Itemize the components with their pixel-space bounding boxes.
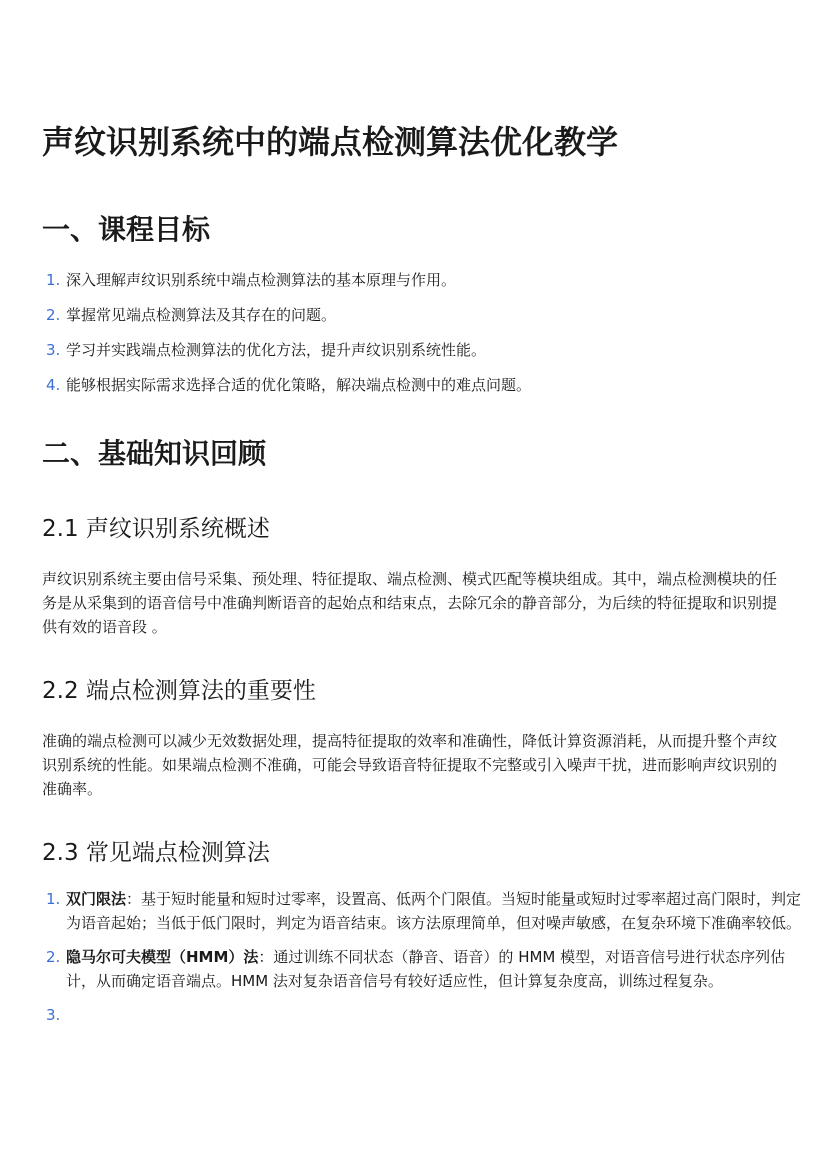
list-number: 1. [46,890,61,908]
list-number: 2. [46,306,61,324]
list-item [42,373,812,397]
algorithm-term: 隐马尔可夫模型（HMM）法 [66,948,259,966]
list-number: 2. [46,948,61,966]
section-heading-goals: 一、课程目标 [42,213,211,246]
section-heading-basics: 二、基础知识回顾 [42,437,267,470]
list-item [42,338,812,362]
list-item-text: 深入理解声纹识别系统中端点检测算法的基本原理与作用。 [66,271,457,289]
list-number: 1. [46,271,61,289]
list-number: 4. [46,376,61,394]
list-item [42,303,812,327]
list-item [42,268,812,292]
subsection-heading-algorithms: 2.3 常见端点检测算法 [42,840,270,866]
list-number: 3. [46,341,61,359]
algorithms-list [42,887,812,1024]
list-item-text: 学习并实践端点检测算法的优化方法，提升声纹识别系统性能。 [66,341,487,359]
algorithm-term: 双门限法 [66,890,127,908]
page-title: 声纹识别系统中的端点检测算法优化教学 [42,123,619,161]
importance-paragraph: 准确的端点检测可以减少无效数据处理，提高特征提取的效率和准确性，降低计算资源消耗，从而提升整个声纹识别系统的性能。如果端点检测不准确，可能会导致语音特征提取不完整或引入噪声干扰，进而影响声纹识别的准确率。 [42,732,778,798]
list-item-text: 掌握常见端点检测算法及其存在的问题。 [66,306,337,324]
list-item [42,887,812,935]
subsection-heading-importance: 2.2 端点检测算法的重要性 [42,678,316,704]
overview-paragraph: 声纹识别系统主要由信号采集、预处理、特征提取、端点检测、模式匹配等模块组成。其中，端点检测模块的任务是从采集到的语音信号中准确判断语音的起始点和结束点，去除冗余的静音部分，为后续的特征提取和识别提供有效的语音段 。 [42,570,778,636]
goals-list [42,268,812,408]
algorithm-description: ：通过训练不同状态（静音、语音）的 HMM 模型，对语音信号进行状态序列估计，从而确定语音端点。HMM 法对复杂语音信号有较好适应性，但计算复杂度高，训练过程复杂。 [66,948,786,990]
list-item [42,945,812,993]
list-number: 3. [46,1006,61,1024]
subsection-heading-overview: 2.1 声纹识别系统概述 [42,516,270,542]
algorithm-description: ：基于短时能量和短时过零率，设置高、低两个门限值。当短时能量或短时过零率超过高门限时，判定为语音起始；当低于低门限时，判定为语音结束。该方法原理简单，但对噪声敏感，在复杂环境下准确率较低。 [66,890,802,932]
list-item-text: 能够根据实际需求选择合适的优化策略，解决端点检测中的难点问题。 [66,376,532,394]
